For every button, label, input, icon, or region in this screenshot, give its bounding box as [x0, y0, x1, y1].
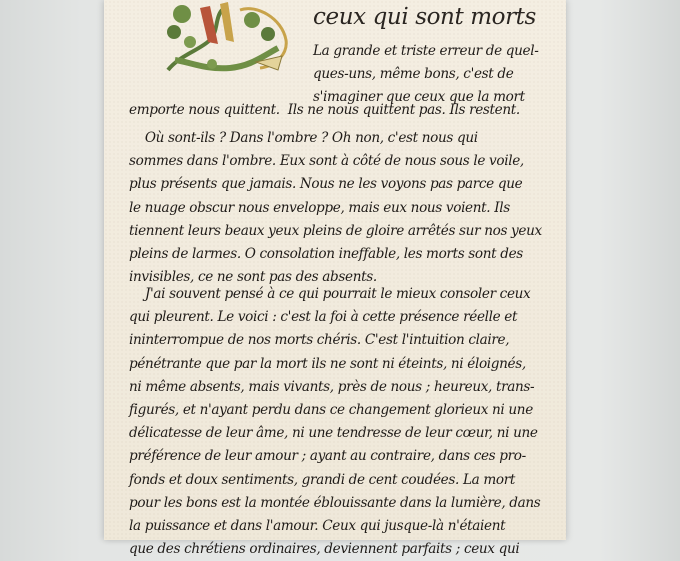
text-line: figurés, et n'ayant perdu dans ce changement glorieux ni une	[129, 401, 533, 418]
text-line: emporte nous quittent. Ils ne nous quittent pas. Ils restent.	[129, 102, 520, 118]
text-line: que des chrétiens ordinaires, deviennent parfaits ; ceux qui	[129, 541, 520, 558]
text-line: Où sont-ils ? Dans l'ombre ? Oh non, c'est nous qui	[129, 130, 478, 146]
text-line: J'ai souvent pensé à ce qui pourrait le mieux consoler ceux	[129, 286, 531, 302]
text-line: préférence de leur amour ; ayant au contraire, dans ces pro-	[129, 448, 526, 465]
text-line: invisibles, ce ne sont pas des absents.	[129, 269, 377, 286]
text-line: le nuage obscur nous enveloppe, mais eux nous voient. Ils	[129, 199, 510, 216]
text-line: qui pleurent. Le voici : c'est la foi à cette présence réelle et	[129, 309, 518, 326]
text-line: délicatesse de leur âme, ni une tendresse de leur cœur, ni une	[129, 425, 538, 442]
text-line: pénétrante que par la mort ils ne sont ni éteints, ni éloignés,	[129, 355, 526, 372]
text-line: s'imaginer que ceux que la mort	[313, 89, 525, 106]
text-line: plus présents que jamais. Nous ne les voyons pas parce que	[129, 176, 523, 193]
text-line: fonds et doux sentiments, grandi de cent coudées. La mort	[129, 471, 515, 488]
text-line: pleins de larmes. O consolation ineffable, les morts sont des	[129, 245, 523, 262]
text-line: tiennent leurs beaux yeux pleins de gloire arrêtés sur nos yeux	[129, 222, 542, 239]
text-line: ques-uns, même bons, c'est de	[313, 66, 514, 83]
card-title: ceux qui sont morts	[313, 4, 536, 30]
text-line: ininterrompue de nos morts chéris. C'est l'intuition claire,	[129, 332, 510, 349]
text-line: pour les bons est la montée éblouissante dans la lumière, dans	[129, 494, 541, 511]
text-line: La grande et triste erreur de quel-	[313, 43, 539, 59]
illuminated-letter-icon	[160, 0, 300, 78]
paragraph-1-tail	[129, 99, 520, 122]
paragraph-2	[129, 127, 542, 289]
paragraph-3	[129, 283, 540, 561]
text-line: ni même absents, mais vivants, près de nous ; heureux, trans-	[129, 378, 535, 395]
text-line: sommes dans l'ombre. Eux sont à côté de nous sous le voile,	[129, 153, 524, 170]
text-line: la puissance et dans l'amour. Ceux qui jusque-là n'étaient	[129, 517, 506, 534]
